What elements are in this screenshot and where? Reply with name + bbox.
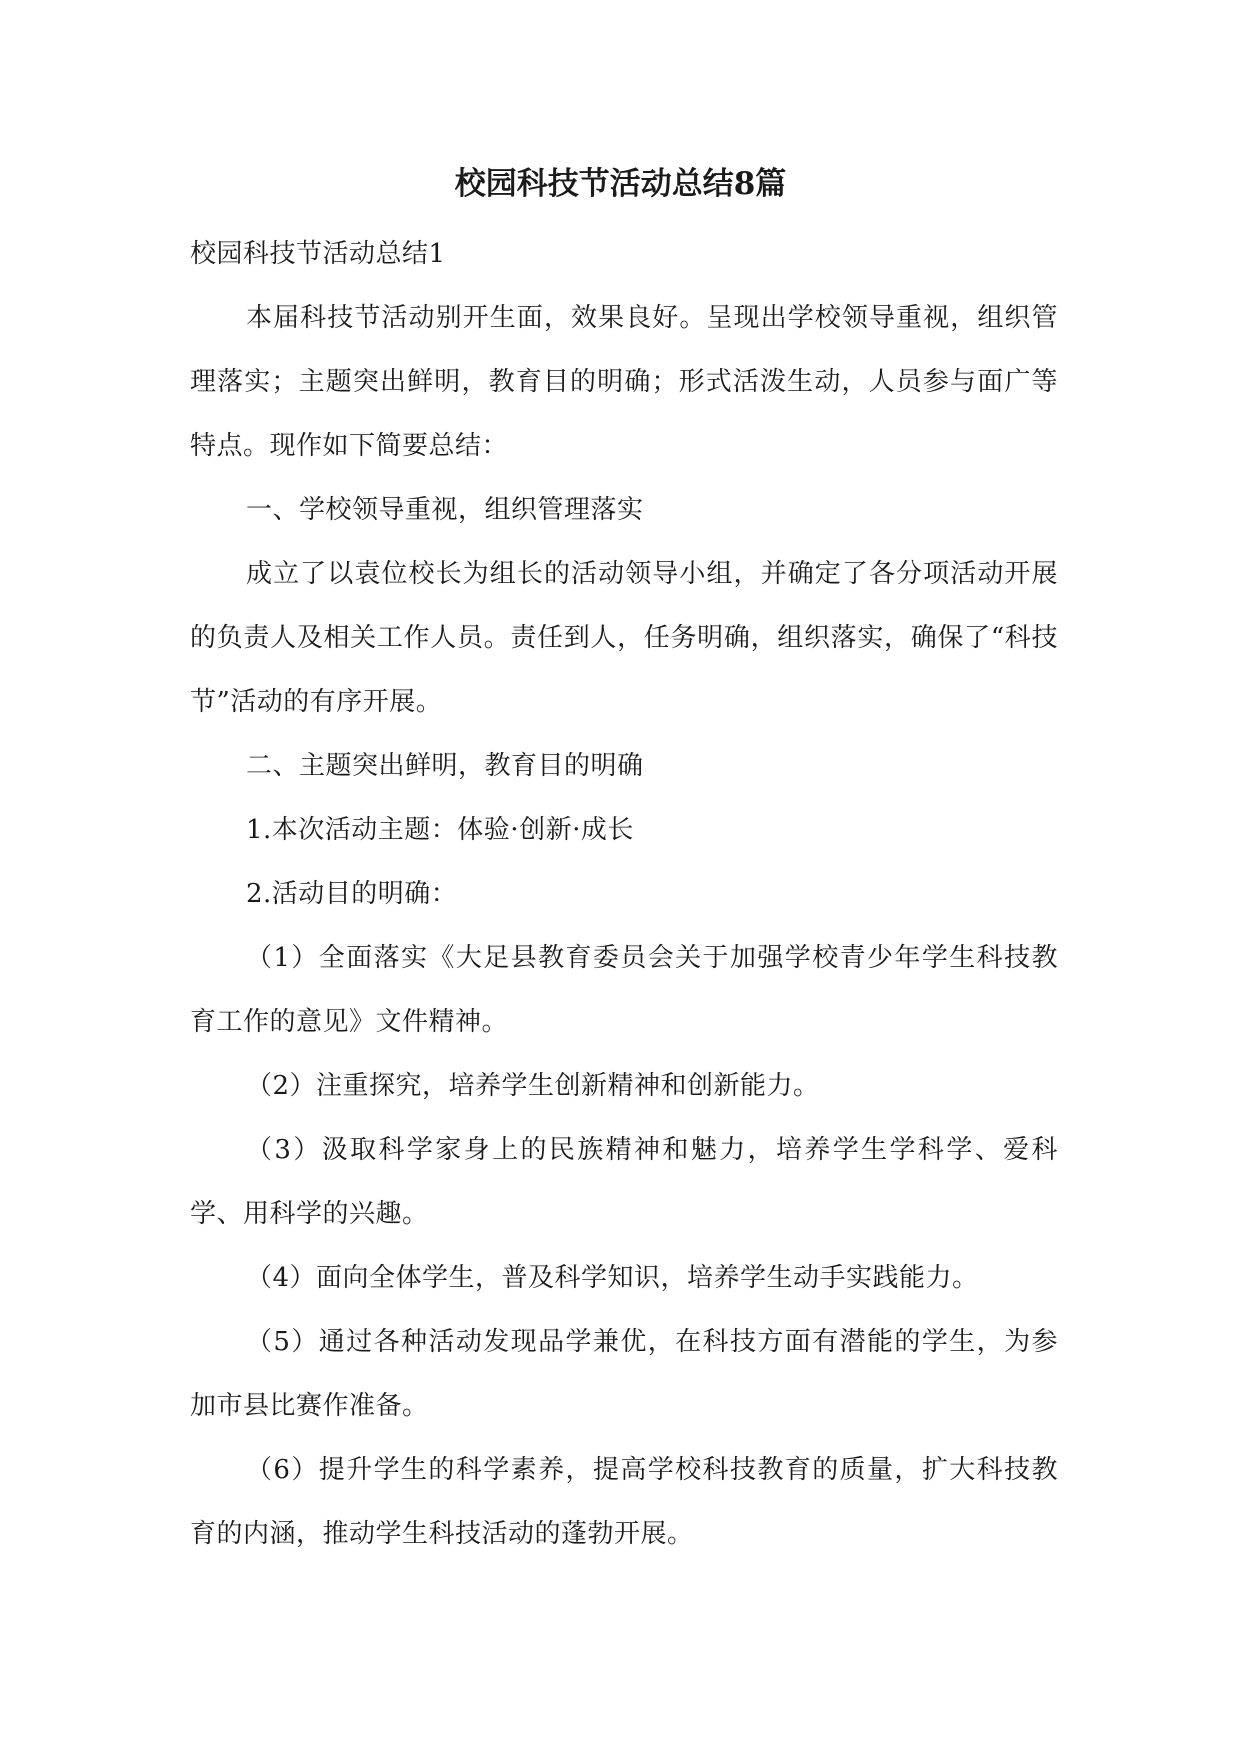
paragraph-goals-intro: 2.活动目的明确： <box>246 879 458 909</box>
goal-item-3: （3）汲取科学家身上的民族精神和魅力，培养学生学科学、爱科学、用科学的兴趣。 <box>190 1135 1058 1229</box>
goal-item-5: （5）通过各种活动发现品学兼优，在科技方面有潜能的学生，为参加市县比赛作准备。 <box>190 1327 1058 1421</box>
paragraph-intro: 本届科技节活动别开生面，效果良好。呈现出学校领导重视，组织管理落实；主题突出鲜明，教育目的明确；形式活泼生动，人员参与面广等特点。现作如下简要总结： <box>190 303 1058 461</box>
paragraph-theme: 1.本次活动主题：体验·创新·成长 <box>246 815 634 845</box>
heading-section-1: 一、学校领导重视，组织管理落实 <box>246 495 644 525</box>
paragraph-section-1: 成立了以袁位校长为组长的活动领导小组，并确定了各分项活动开展的负责人及相关工作人员。责任到人，任务明确，组织落实，确保了“科技节”活动的有序开展。 <box>190 559 1058 717</box>
document-title: 校园科技节活动总结8篇 <box>454 166 787 202</box>
goal-item-2: （2）注重探究，培养学生创新精神和创新能力。 <box>246 1071 820 1101</box>
section-heading: 校园科技节活动总结1 <box>190 239 446 269</box>
heading-section-2: 二、主题突出鲜明，教育目的明确 <box>246 751 644 781</box>
goal-item-6: （6）提升学生的科学素养，提高学校科技教育的质量，扩大科技教育的内涵，推动学生科技活动的蓬勃开展。 <box>190 1455 1058 1549</box>
goal-item-4: （4）面向全体学生，普及科学知识，培养学生动手实践能力。 <box>246 1263 979 1293</box>
document-body <box>190 222 1058 1566</box>
goal-item-1: （1）全面落实《大足县教育委员会关于加强学校青少年学生科技教育工作的意见》文件精神。 <box>190 943 1058 1037</box>
